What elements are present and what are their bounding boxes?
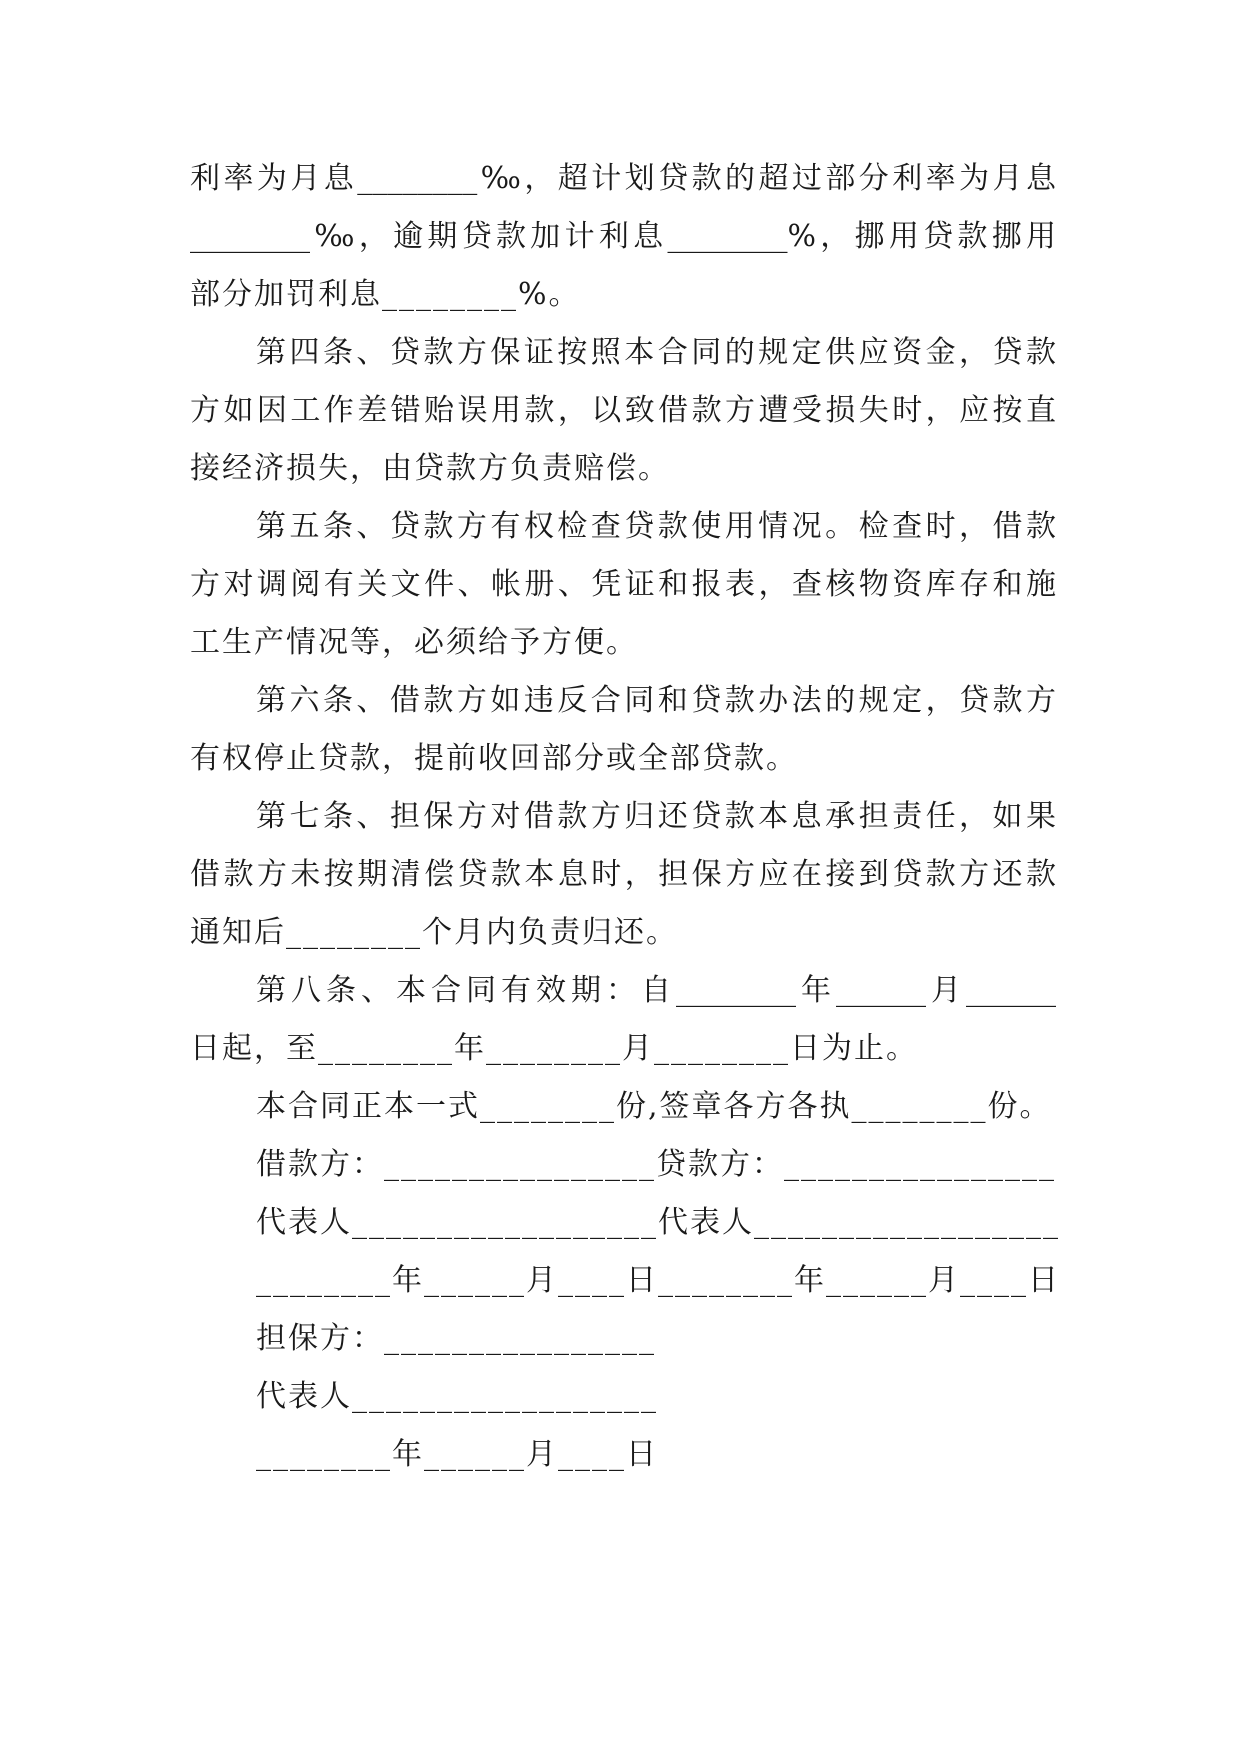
text-line: 第八条、本合同有效期：自________年______月______	[256, 973, 1056, 1008]
paragraph-rates	[190, 150, 1056, 324]
guarantor-date-line: ________年______月____日	[256, 1437, 658, 1472]
text-line: 通知后________个月内负责归还。	[190, 915, 678, 950]
text-line: 第六条、借款方如违反合同和贷款办法的规定，贷款方	[256, 683, 1056, 718]
contract-page	[190, 150, 1060, 1484]
article-4	[190, 324, 1056, 498]
text-line: 利率为月息________‰，超计划贷款的超过部分利率为月息	[190, 161, 1056, 196]
guarantor-representative-line: 代表人__________________	[256, 1379, 658, 1414]
text-line: 有权停止贷款，提前收回部分或全部贷款。	[190, 741, 798, 776]
text-line: 接经济损失，由贷款方负责赔偿。	[190, 451, 670, 486]
text-line: 方如因工作差错贻误用款，以致借款方遭受损失时，应按直	[190, 393, 1056, 428]
text-line: ________‰，逾期贷款加计利息________%，挪用贷款挪用	[190, 219, 1056, 254]
text-line: 日起，至________年________月________日为止。	[190, 1031, 918, 1066]
article-7	[190, 788, 1056, 962]
representatives-line: 代表人__________________代表人__________________	[256, 1205, 1060, 1240]
signing-dates-line: ________年______月____日________年______月____日	[256, 1263, 1060, 1298]
signature-block	[190, 1136, 1060, 1484]
parties-line: 借款方：________________贷款方：________________	[256, 1147, 1056, 1182]
guarantor-line: 担保方：________________	[256, 1321, 656, 1356]
text-line: 第七条、担保方对借款方归还贷款本息承担责任，如果	[256, 799, 1056, 834]
text-line: 第四条、贷款方保证按照本合同的规定供应资金，贷款	[256, 335, 1056, 370]
copies-clause: 本合同正本一式________份,签章各方各执________份。	[256, 1089, 1052, 1124]
article-8	[190, 962, 1056, 1078]
text-line: 借款方未按期清偿贷款本息时，担保方应在接到贷款方还款	[190, 857, 1056, 892]
text-line: 方对调阅有关文件、帐册、凭证和报表，查核物资库存和施	[190, 567, 1056, 602]
text-line: 部分加罚利息________%。	[190, 277, 581, 312]
article-5	[190, 498, 1056, 672]
text-line: 工生产情况等，必须给予方便。	[190, 625, 638, 660]
text-line: 第五条、贷款方有权检查贷款使用情况。检查时，借款	[256, 509, 1056, 544]
article-6	[190, 672, 1056, 788]
